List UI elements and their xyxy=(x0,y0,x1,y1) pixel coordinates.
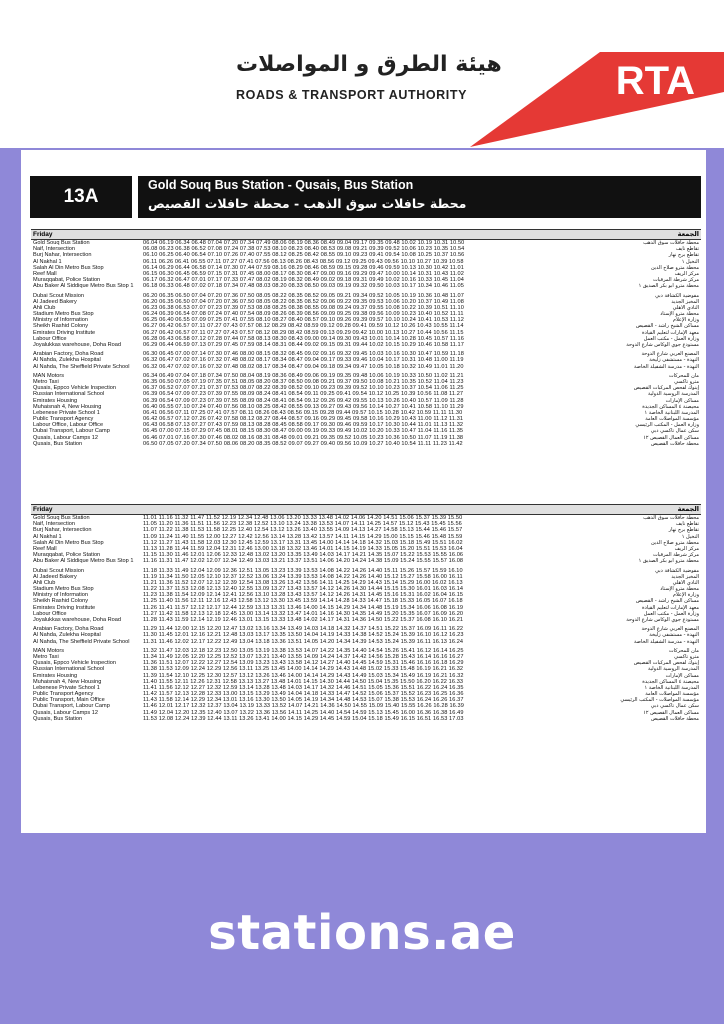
departure-times: 06.41 06.56 07.11 07.25 07.41 07.57 08.11 08.26 08.43 08.56 09.15 09.28 09.44 09.57 10.15 10.28 10.42 10.59 11.11 11.30 xyxy=(143,409,463,416)
day-header xyxy=(31,229,701,240)
stop-name-english: Ministry of Information xyxy=(33,592,89,599)
rta-logo-icon xyxy=(470,52,724,147)
table-row xyxy=(31,639,701,645)
table-row xyxy=(31,364,701,370)
stop-name-arabic: محطة حافلات سوق الذهب xyxy=(643,240,699,246)
stop-name-arabic: المدرسة الروسية الدولية xyxy=(647,666,699,673)
stop-name-arabic: مركز شرطة المرقبات xyxy=(652,552,699,559)
stop-name-arabic: وزارة الإعلام xyxy=(672,317,699,324)
stop-name-arabic: محطة مترو أبو بكر الصديق ١ xyxy=(638,558,699,565)
stop-name-english: Al Nahda, Zulekha Hospital xyxy=(33,357,101,364)
stop-name-arabic: محطة حافلات القصيص xyxy=(651,715,699,722)
departure-times: 06.50 07.05 07.20 07.34 07.50 08.06 08.20 08.35 08.52 09.07 09.27 09.40 09.56 10.09 10.27 10.40 10.54 11.11 11.23 11.42 xyxy=(143,440,463,447)
stop-name-arabic: المدرسة اللبنانية الخاصة ١ xyxy=(644,684,699,691)
departure-times: 06.20 06.35 06.50 07.04 07.20 07.36 07.50 08.05 08.22 08.35 08.52 09.05 09.21 09.34 09.52 10.05 10.19 10.36 10.48 11.07 xyxy=(143,292,464,299)
stop-name-english: Public Transport Agency xyxy=(33,691,94,698)
stop-name-arabic: سكن عمال تاكسي دبي xyxy=(650,428,699,435)
stop-name-english: Public Transport, Main Office xyxy=(33,697,105,704)
departure-times: 06.28 06.43 06.58 07.12 07.28 07.44 07.58 08.13 08.30 08.43 09.00 09.14 09.30 09.43 10.01 10.14 10.28 10.45 10.57 11.16 xyxy=(143,335,464,342)
departure-times: 06.10 06.25 06.40 06.54 07.10 07.26 07.40 07.55 08.12 08.25 08.42 08.55 09.10 09.23 09.41 09.54 10.08 10.25 10.37 10.56 xyxy=(143,252,465,259)
stop-name-arabic: النادي الأهلي xyxy=(672,579,699,586)
stop-name-arabic: المدرسة الروسية الدولية xyxy=(647,391,699,398)
departure-times: 11.41 11.56 12.12 12.27 12.32 12.59 13.14 13.28 13.48 14.03 14.17 14.32 14.46 14.51 15.05 15.36 15.51 16.22 16.24 16.35 xyxy=(143,684,464,691)
departure-times: 06.08 06.23 06.38 06.52 07.08 07.24 07.38 07.53 08.10 08.23 08.40 08.53 09.08 09.21 09.39 09.52 10.06 10.23 10.35 10.54 xyxy=(143,246,465,253)
stop-name-english: Arabian Factory, Doha Road xyxy=(33,351,104,358)
day-label-arabic: الجمعة xyxy=(677,230,699,238)
stop-name-arabic: وزارة العمل - مكتب العمل xyxy=(643,610,699,617)
stop-name-arabic: معهد الإمارات لتعليم القيادة xyxy=(642,604,699,611)
departure-times: 06.04 06.19 06.34 06.48 07.04 07.20 07.34 07.49 08.06 08.19 08.36 08.49 09.04 09.17 09.35 09.48 10.02 10.19 10.31 10.50 xyxy=(143,240,465,246)
departure-times: 11.53 12.08 12.24 12.39 12.44 13.11 13.26 13.41 14.00 14.15 14.29 14.45 14.59 15.04 15.18 15.49 16.15 16.51 16.53 17.03 xyxy=(143,715,464,722)
stop-name-arabic: محيصنة ٤ المساكن الجديدة xyxy=(642,403,699,410)
stop-name-english: Lebenese Private School 1 xyxy=(33,409,100,416)
route-title xyxy=(138,176,701,218)
departure-times: 06.23 06.38 06.53 07.07 07.23 07.39 07.53 08.08 08.25 08.38 08.55 09.08 09.24 09.37 09.55 10.08 10.22 10.39 10.51 11.10 xyxy=(143,304,464,311)
departure-times: 06.37 06.52 07.07 07.21 07.37 07.53 08.07 08.22 08.39 08.52 09.10 09.23 09.39 09.52 10.10 10.23 10.37 10.54 11.06 11.25 xyxy=(143,385,464,392)
departure-times: 06.45 07.00 07.15 07.29 07.45 08.01 08.15 08.30 08.47 09.00 09.19 09.33 09.49 10.02 10.20 10.33 10.47 11.04 11.16 11.35 xyxy=(143,428,464,435)
route-title-arabic: محطة حافلات سوق الذهب - محطة حافلات القصيص xyxy=(148,196,467,211)
departure-times: 06.20 06.35 06.50 07.04 07.20 07.36 07.50 08.05 08.22 08.35 08.52 09.06 09.22 09.35 09.53 10.06 10.20 10.37 10.49 11.08 xyxy=(143,298,464,305)
departure-times: 11.46 12.01 12.17 12.32 12.37 13.04 13.19 13.33 13.52 14.07 14.21 14.36 14.50 14.55 15.09 15.40 15.55 16.26 16.28 16.39 xyxy=(143,703,464,710)
stop-name-english: Joyalukkas warehouse, Doha Road xyxy=(33,342,121,348)
stop-name-english: Dubai Transport, Labour Camp xyxy=(33,428,110,435)
stop-name-arabic: محطة مترو أبو بكر الصديق ١ xyxy=(638,283,699,290)
stop-name-arabic: تقاطع نايف xyxy=(675,521,699,528)
stop-name-arabic: النهدة - مستشفى زليخة xyxy=(649,632,699,639)
stop-name-english: Al Jadeed Bakery xyxy=(33,298,77,305)
stop-name-arabic: النخيل ١ xyxy=(681,258,699,265)
stop-name-arabic: مساكن الإمارات xyxy=(665,672,699,679)
departure-times: 11.05 11.20 11.36 11.51 11.56 12.23 12.38 12.52 13.10 13.24 13.38 13.53 14.07 14.11 14.25 14.57 15.12 15.43 15.45 15.56 xyxy=(143,521,462,528)
departure-times: 11.28 11.43 11.59 12.14 12.19 12.46 13.01 13.15 13.33 13.48 14.02 14.17 14.31 14.36 14.50 15.22 15.37 16.08 16.10 16.21 xyxy=(143,617,464,623)
stop-name-english: Arabian Factory, Doha Road xyxy=(33,626,104,633)
stop-name-arabic: مساكن الشيخ راشد - القصيص xyxy=(635,323,699,330)
stop-name-arabic: مؤسسة المواصلات العامة xyxy=(645,416,699,423)
stop-name-english: Burj Nahar, Intersection xyxy=(33,252,92,259)
departure-times: 11.23 11.38 11.54 12.09 12.14 12.41 12.56 13.10 13.28 13.43 13.57 14.12 14.26 14.31 14.45 15.16 15.31 16.02 16.04 16.15 xyxy=(143,592,464,599)
departure-times: 06.32 06.47 07.02 07.16 07.32 07.48 08.02 08.17 08.34 08.47 09.04 09.18 09.34 09.47 10.05 10.18 10.32 10.49 11.01 11.20 xyxy=(143,363,464,370)
stop-name-arabic: محطة مترو صلاح الدين xyxy=(650,539,699,546)
stop-name-english: Stadium Metro Bus Stop xyxy=(33,311,94,318)
departure-times: 11.21 11.36 11.52 12.07 12.12 12.39 12.54 13.08 13.26 13.42 13.56 14.11 14.25 14.29 14.43 15.14 15.29 16.00 16.02 16.13 xyxy=(143,579,463,586)
stop-name-english: Salah Al Din Metro Bus Stop xyxy=(33,539,104,546)
stop-name-arabic: سكن عمال تاكسي دبي xyxy=(650,703,699,710)
departure-times: 11.34 11.49 12.05 12.20 12.25 12.52 13.07 13.21 13.40 13.55 14.09 14.24 14.37 14.42 14.56 15.28 15.43 16.14 16.16 16.27 xyxy=(143,653,464,660)
table-row xyxy=(31,716,701,722)
stop-name-english: Al Nahda, The Sheffield Private School xyxy=(33,363,130,370)
stop-name-arabic: النهدة - مدرسة الشفيلد الخاصة xyxy=(634,638,699,645)
stop-name-english: Metro Taxi xyxy=(33,378,59,385)
departure-times: 06.39 06.54 07.09 07.23 07.39 07.55 08.09 08.24 08.41 08.54 09.12 09.26 09.42 09.55 10.13 10.26 10.40 10.57 11.09 11.28 xyxy=(143,397,464,404)
departure-times: 06.27 06.42 06.57 07.11 07.27 07.43 07.57 08.12 08.29 08.42 08.59 09.13 09.29 09.42 10.00 10.13 10.27 10.44 10.56 11.15 xyxy=(143,329,464,336)
stop-name-arabic: النخيل ١ xyxy=(681,533,699,540)
stop-name-arabic: إينوك لفحص المركبات القصيص xyxy=(633,660,699,667)
stop-name-english: Dubai Transport, Labour Camp xyxy=(33,703,110,710)
stop-name-english: Muhaisnah 4, New Housing xyxy=(33,403,102,410)
stop-name-arabic: النهدة - مستشفى زليخة xyxy=(649,357,699,364)
stop-name-english: Dubai Scout Mission xyxy=(33,567,84,574)
stop-name-english: Qusais, Labour Camps 12 xyxy=(33,434,98,441)
departure-times: 11.36 11.51 12.07 12.22 12.27 12.54 13.09 13.23 13.43 13.58 14.12 14.27 14.40 14.45 14.59 15.31 15.46 16.16 16.18 16.29 xyxy=(143,660,464,667)
departure-times: 06.39 06.54 07.09 07.23 07.39 07.55 08.09 08.24 08.41 08.54 09.11 09.25 09.41 09.54 10.12 10.25 10.39 10.56 11.08 11.27 xyxy=(143,391,464,398)
departure-times: 11.22 11.37 11.53 12.08 12.13 12.40 12.55 13.09 13.27 13.43 13.57 14.12 14.26 14.30 14.44 15.15 15.30 16.01 16.03 16.14 xyxy=(143,586,464,593)
stop-name-arabic: إينوك لفحص المركبات القصيص xyxy=(633,385,699,392)
departure-times: 06.40 06.55 07.10 07.24 07.40 07.56 08.10 08.25 08.42 08.55 09.13 09.27 09.43 09.56 10.14 10.27 10.41 10.58 11.10 11.29 xyxy=(143,403,464,410)
day-label-arabic: الجمعة xyxy=(677,505,699,513)
stop-name-english: Al Nahda, Zulekha Hospital xyxy=(33,632,101,639)
stop-name-english: Abu Baker Al Siddique Metro Bus Stop 1 xyxy=(33,558,134,565)
stop-name-english: Muraqqabat, Police Station xyxy=(33,277,101,284)
departure-times: 06.32 06.47 07.02 07.16 07.32 07.48 08.02 08.17 08.34 08.47 09.04 09.17 09.33 09.46 10.04 10.17 10.31 10.48 11.00 11.19 xyxy=(143,357,464,364)
departure-times: 06.42 06.57 07.12 07.26 07.42 07.58 08.12 08.27 08.44 08.57 09.16 09.29 09.45 09.58 10.16 10.29 10.43 11.00 11.12 11.31 xyxy=(143,416,464,423)
departure-times: 11.32 11.47 12.03 12.18 12.23 12.50 13.05 13.19 13.38 13.53 14.07 14.22 14.35 14.40 14.54 15.26 15.41 16.12 16.14 16.25 xyxy=(143,647,464,654)
stop-name-arabic: تقاطع برج نهار xyxy=(668,252,699,259)
departure-times: 06.35 06.50 07.05 07.19 07.35 07.51 08.05 08.20 08.37 08.50 09.08 09.21 09.37 09.50 10.08 10.21 10.35 10.52 11.04 11.23 xyxy=(143,378,464,385)
stop-name-english: Al Jadeed Bakery xyxy=(33,573,77,580)
stop-name-english: Ahli Club xyxy=(33,304,56,311)
departure-times: 06.27 06.42 06.57 07.11 07.27 07.43 07.57 08.12 08.29 08.42 08.59 09.12 09.28 09.41 09.59 10.12 10.26 10.43 10.55 11.14 xyxy=(143,323,464,330)
stop-name-arabic: وزارة العمل - مكتب العمل xyxy=(643,335,699,342)
departure-times: 06.18 06.33 06.48 07.02 07.18 07.34 07.48 08.03 08.20 08.33 08.50 09.03 09.19 09.32 09.50 10.03 10.17 10.34 10.46 11.05 xyxy=(143,283,464,290)
table-row xyxy=(31,617,701,623)
stop-name-arabic: مترو تاكسي xyxy=(674,378,699,385)
stop-name-arabic: مركز الريف xyxy=(674,270,699,277)
stop-name-arabic: محطة مترو صلاح الدين xyxy=(650,264,699,271)
stop-name-english: Emirates Driving Institute xyxy=(33,604,96,611)
stop-name-english: Dubai Scout Mission xyxy=(33,292,84,299)
stop-name-english: Naif, Intersection xyxy=(33,246,75,253)
stop-name-english: Labour Office xyxy=(33,610,67,617)
stop-name-english: Al Nakhal 1 xyxy=(33,533,62,540)
authority-name-english: ROADS & TRANSPORT AUTHORITY xyxy=(236,88,468,102)
stop-name-english: Muraqqabat, Police Station xyxy=(33,552,101,559)
stop-name-arabic: المصنع العربي شارع الدوحة xyxy=(641,626,699,633)
stop-name-english: Naif, Intersection xyxy=(33,521,75,528)
stop-name-english: Metro Taxi xyxy=(33,653,59,660)
timetable-block-afternoon xyxy=(31,504,701,722)
stop-name-english: Muhaisnah 4, New Housing xyxy=(33,678,102,685)
stop-name-arabic: محطة مترو الإستاد xyxy=(660,311,699,318)
departure-times: 11.15 11.30 11.46 12.01 12.06 12.33 12.48 13.02 13.20 13.35 13.49 14.03 14.17 14.21 14.35 15.07 15.22 15.53 15.55 16.06 xyxy=(143,552,464,559)
stop-name-english: Emirates Housing xyxy=(33,672,78,679)
departure-times: 06.15 06.30 06.45 06.59 07.15 07.31 07.45 08.00 08.17 08.30 08.47 09.00 09.16 09.29 09.47 10.00 10.14 10.31 10.43 11.02 xyxy=(143,270,464,277)
stop-name-arabic: مركز شرطة المرقبات xyxy=(652,277,699,284)
stop-name-english: Stadium Metro Bus Stop xyxy=(33,586,94,593)
departure-times: 11.18 11.33 11.49 12.04 12.09 12.36 12.51 13.05 13.23 13.39 13.53 14.08 14.22 14.26 14.40 15.11 15.26 15.57 15.59 16.10 xyxy=(143,567,463,574)
departure-times: 11.07 11.22 11.38 11.53 11.58 12.25 12.40 12.54 13.12 13.26 13.40 13.55 14.09 14.13 14.27 14.58 15.13 15.44 15.46 15.57 xyxy=(143,527,463,534)
footer-site-name: stations.ae xyxy=(208,905,516,961)
departure-times: 11.39 11.54 12.10 12.25 12.30 12.57 13.12 13.26 13.46 14.00 14.14 14.29 14.43 14.49 15.03 15.34 15.49 16.19 16.21 16.32 xyxy=(143,672,464,679)
stop-name-english: Sheikh Rashid Colony xyxy=(33,323,89,330)
stop-name-arabic: مفوضية الكشافة دبي xyxy=(655,567,699,574)
stop-name-english: Al Nakhal 1 xyxy=(33,258,62,265)
departure-times: 11.31 11.46 12.02 12.17 12.22 12.49 13.04 13.18 13.36 13.51 14.05 14.20 14.34 14.39 14.53 15.24 15.39 16.11 16.13 16.24 xyxy=(143,638,464,645)
stop-name-arabic: النهدة - مدرسة الشفيلد الخاصة xyxy=(634,363,699,370)
stop-name-english: Qusais, Labour Camps 12 xyxy=(33,709,98,716)
stop-name-arabic: مان للمحركات xyxy=(668,647,699,654)
stop-name-arabic: معهد الإمارات لتعليم القيادة xyxy=(642,329,699,336)
table-row xyxy=(31,441,701,447)
stop-name-english: Salah Al Din Metro Bus Stop xyxy=(33,264,104,271)
stop-name-english: Russian International School xyxy=(33,391,105,398)
stop-name-english: Abu Baker Al Siddique Metro Bus Stop 1 xyxy=(33,283,134,290)
stop-name-english: Qusais, Eppco Vehicle Inspection xyxy=(33,385,117,392)
stop-name-english: Russian International School xyxy=(33,666,105,673)
departure-times: 11.49 12.04 12.20 12.35 12.40 13.07 13.22 13.36 13.56 14.11 14.25 14.40 14.54 14.59 15.13 15.45 16.00 16.36 16.38 16.49 xyxy=(143,709,464,716)
departure-times: 11.26 11.41 11.57 12.12 12.17 12.44 12.59 13.13 13.31 13.46 14.00 14.15 14.29 14.34 14.48 15.19 15.34 16.06 16.08 16.19 xyxy=(143,604,464,611)
departure-times: 06.25 06.40 06.55 07.09 07.25 07.41 07.55 08.10 08.27 08.40 08.57 09.10 09.26 09.39 09.57 10.10 10.24 10.41 10.53 11.12 xyxy=(143,317,464,324)
departure-times: 11.30 11.45 12.01 12.16 12.21 12.48 13.03 13.17 13.35 13.50 14.04 14.19 14.33 14.38 14.52 15.24 15.39 16.10 16.12 16.23 xyxy=(143,632,464,639)
stop-name-arabic: النادي الأهلي xyxy=(672,304,699,311)
route-title-english: Gold Souq Bus Station - Qusais, Bus Station xyxy=(148,178,414,192)
header xyxy=(0,0,724,148)
departure-times: 11.29 11.44 12.00 12.15 12.20 12.47 13.02 13.16 13.34 13.49 14.03 14.18 14.32 14.37 14.51 15.22 15.37 16.09 16.11 16.22 xyxy=(143,626,464,633)
stop-name-english: MAN Motors xyxy=(33,647,65,654)
departure-times: 06.17 06.32 06.47 07.01 07.17 07.33 07.47 08.02 08.19 08.32 08.49 09.02 09.18 09.31 09.49 10.02 10.16 10.33 10.45 11.04 xyxy=(143,277,464,284)
stop-name-arabic: المدرسة اللبنانية الخاصة ١ xyxy=(644,409,699,416)
departure-times: 11.25 11.40 11.56 12.11 12.16 12.43 12.58 13.12 13.30 13.45 13.59 14.14 14.28 14.33 14.47 15.18 15.33 16.05 16.07 16.18 xyxy=(143,598,463,605)
stop-name-arabic: محيصنة ٤ المساكن الجديدة xyxy=(642,678,699,685)
table-row xyxy=(31,558,701,564)
departure-times: 06.46 07.01 07.16 07.30 07.46 08.02 08.16 08.31 08.48 09.01 09.21 09.35 09.52 10.05 10.23 10.36 10.50 11.07 11.19 11.38 xyxy=(143,434,464,441)
stop-name-english: Gold Souq Bus Station xyxy=(33,240,90,246)
departure-times: 11.13 11.28 11.44 11.59 12.04 12.31 12.46 13.00 13.18 13.32 13.46 14.01 14.15 14.19 14.33 15.05 15.20 15.51 15.53 16.04 xyxy=(143,545,463,552)
stop-name-arabic: المصنع العربي شارع الدوحة xyxy=(641,351,699,358)
stop-name-arabic: مركز الريف xyxy=(674,545,699,552)
stop-name-arabic: تقاطع برج نهار xyxy=(668,527,699,534)
departure-times: 06.29 06.44 06.59 07.13 07.29 07.45 07.59 08.14 08.31 08.44 09.02 09.15 09.31 09.44 10.02 10.15 10.29 10.46 10.58 11.17 xyxy=(143,342,464,348)
stop-name-arabic: مستودع جوي ألوكاس شارع الدوحة xyxy=(626,617,699,623)
stop-name-arabic: وزارة العمل - المكتب الرئيسي xyxy=(635,422,699,429)
stop-name-arabic: محطة مترو الإستاد xyxy=(660,586,699,593)
day-header xyxy=(31,504,701,515)
stop-name-english: Qusais, Eppco Vehicle Inspection xyxy=(33,660,117,667)
route-number: 13A xyxy=(30,176,132,218)
stop-name-english: Ahli Club xyxy=(33,579,56,586)
stop-name-english: Labour Office xyxy=(33,335,67,342)
rta-logo-text: RTA xyxy=(615,59,695,103)
stop-name-english: Gold Souq Bus Station xyxy=(33,515,90,521)
stop-name-arabic: محطة حافلات سوق الذهب xyxy=(643,515,699,521)
departure-times: 06.11 06.26 06.41 06.55 07.11 07.27 07.41 07.56 08.13 08.26 08.43 08.56 09.12 09.25 09.43 09.56 10.10 10.27 10.39 10.58 xyxy=(143,258,464,265)
departure-times: 11.38 11.53 12.09 12.24 12.29 12.56 13.11 13.25 13.45 14.00 14.14 14.29 14.43 14.48 15.02 15.33 15.48 16.19 16.21 16.32 xyxy=(143,666,464,673)
stop-name-english: Reef Mall xyxy=(33,270,57,277)
departure-times: 06.30 06.45 07.00 07.14 07.30 07.46 08.00 08.15 08.32 08.45 09.02 09.16 09.32 09.45 10.03 10.16 10.30 10.47 10.59 11.18 xyxy=(143,351,464,358)
stop-name-arabic: المخبز الجديد xyxy=(671,573,699,580)
departure-times: 11.40 11.55 12.11 12.26 12.31 12.58 13.13 13.27 13.48 14.01 14.15 14.30 14.44 14.50 15.04 15.35 15.50 16.20 16.22 16.33 xyxy=(143,678,464,685)
stop-name-arabic: مفوضية الكشافة دبي xyxy=(655,292,699,299)
departure-times: 11.19 11.34 11.50 12.05 12.10 12.37 12.52 13.06 13.24 13.39 13.53 14.08 14.22 14.26 14.40 15.12 15.27 15.58 16.00 16.11 xyxy=(143,573,463,580)
table-row xyxy=(31,342,701,348)
stop-name-arabic: مؤسسة المواصلات - المكتب الرئيسي xyxy=(620,697,699,704)
stop-name-arabic: وزارة الإعلام xyxy=(672,592,699,599)
stop-name-english: Emirates Housing xyxy=(33,397,78,404)
departure-times: 11.27 11.42 11.58 12.13 12.18 12.45 13.00 13.14 13.32 13.47 14.01 14.16 14.30 14.35 14.49 15.20 15.35 16.07 16.09 16.20 xyxy=(143,610,464,617)
authority-name-arabic: هيئة الطرق و المواصلات xyxy=(236,52,502,77)
stop-name-arabic: مساكن الشيخ راشد - القصيص xyxy=(635,598,699,605)
stop-name-arabic: مستودع جوي ألوكاس شارع الدوحة xyxy=(626,342,699,348)
departure-times: 11.16 11.31 11.47 12.02 12.07 12.34 12.49 13.03 13.21 13.37 13.51 14.06 14.20 14.24 14.38 15.09 15.24 15.55 15.57 16.08 xyxy=(143,558,464,565)
stop-name-arabic: مان للمحركات xyxy=(668,372,699,379)
timetable-block-morning xyxy=(31,229,701,447)
stop-name-english: Labour Office, Labour Office xyxy=(33,422,104,429)
departure-times: 11.01 11.16 11.32 11.47 11.52 12.19 12.34 12.48 13.06 13.20 13.33 13.48 14.02 14.06 14.20 14.51 15.06 15.37 15.39 15.50 xyxy=(143,515,463,521)
stop-name-arabic: تقاطع نايف xyxy=(675,246,699,253)
stop-name-english: Emirates Driving Institute xyxy=(33,329,96,336)
departure-times: 11.12 11.27 11.43 11.58 12.03 12.30 12.45 12.59 13.17 13.31 13.45 14.00 14.14 14.18 14.32 15.03 15.18 15.49 15.51 16.02 xyxy=(143,539,463,546)
stop-name-arabic: محطة حافلات القصيص xyxy=(651,440,699,447)
day-label-english: Friday xyxy=(33,506,53,513)
stop-name-english: Lebenese Private School 1 xyxy=(33,684,100,691)
stop-name-english: Qusais, Bus Station xyxy=(33,715,83,722)
departure-times: 06.43 06.58 07.13 07.27 07.43 07.59 08.13 08.28 08.45 08.58 09.17 09.30 09.46 09.59 10.17 10.30 10.44 11.01 11.13 11.32 xyxy=(143,422,464,429)
departure-times: 06.24 06.39 06.54 07.08 07.24 07.40 07.54 08.09 08.26 08.39 08.56 09.09 09.25 09.38 09.56 10.09 10.23 10.40 10.52 11.11 xyxy=(143,311,464,318)
stop-name-english: Reef Mall xyxy=(33,545,57,552)
stop-name-english: Qusais, Bus Station xyxy=(33,440,83,447)
stop-name-arabic: مساكن العمال القصيص ١٢ xyxy=(643,434,699,441)
departure-times: 06.14 06.29 06.44 06.58 07.14 07.30 07.44 07.59 08.16 08.29 08.46 08.59 09.15 09.28 09.46 09.59 10.13 10.30 10.42 11.01 xyxy=(143,264,464,271)
departure-times: 11.09 11.24 11.40 11.55 12.00 12.27 12.42 12.56 13.14 13.28 13.42 13.57 14.11 14.15 14.29 15.00 15.15 15.46 15.48 15.59 xyxy=(143,533,463,540)
stop-name-english: Public Transport Agency xyxy=(33,416,94,423)
stop-name-arabic: المخبز الجديد xyxy=(671,298,699,305)
stop-name-arabic: مؤسسة المواصلات العامة xyxy=(645,691,699,698)
stop-name-english: Sheikh Rashid Colony xyxy=(33,598,89,605)
departure-times: 06.34 06.49 07.04 07.18 07.34 07.50 08.04 08.19 08.36 08.49 09.06 09.19 09.35 09.48 10.06 10.19 10.33 10.50 11.02 11.21 xyxy=(143,372,464,379)
stop-name-arabic: مترو تاكسي xyxy=(674,653,699,660)
stop-name-english: Al Nahda, The Sheffield Private School xyxy=(33,638,130,645)
departure-times: 11.42 11.57 12.13 12.28 12.33 13.00 13.15 13.29 13.49 14.04 14.18 14.33 14.47 14.52 15.06 15.37 15.52 16.23 16.25 16.36 xyxy=(143,691,464,698)
stop-name-arabic: مساكن الإمارات xyxy=(665,397,699,404)
stop-name-arabic: مساكن العمال القصيص ١٢ xyxy=(643,709,699,716)
stop-name-english: Ministry of Information xyxy=(33,317,89,324)
stop-name-english: MAN Motors xyxy=(33,372,65,379)
stop-name-english: Burj Nahar, Intersection xyxy=(33,527,92,534)
stop-name-english: Joyalukkas warehouse, Doha Road xyxy=(33,617,121,623)
departure-times: 11.43 11.58 12.14 12.29 12.34 13.01 13.16 13.30 13.50 14.05 14.19 14.34 14.48 14.53 15.07 15.38 15.53 16.24 16.26 16.37 xyxy=(143,697,464,704)
day-label-english: Friday xyxy=(33,231,53,238)
route-banner xyxy=(30,176,701,218)
table-row xyxy=(31,283,701,289)
